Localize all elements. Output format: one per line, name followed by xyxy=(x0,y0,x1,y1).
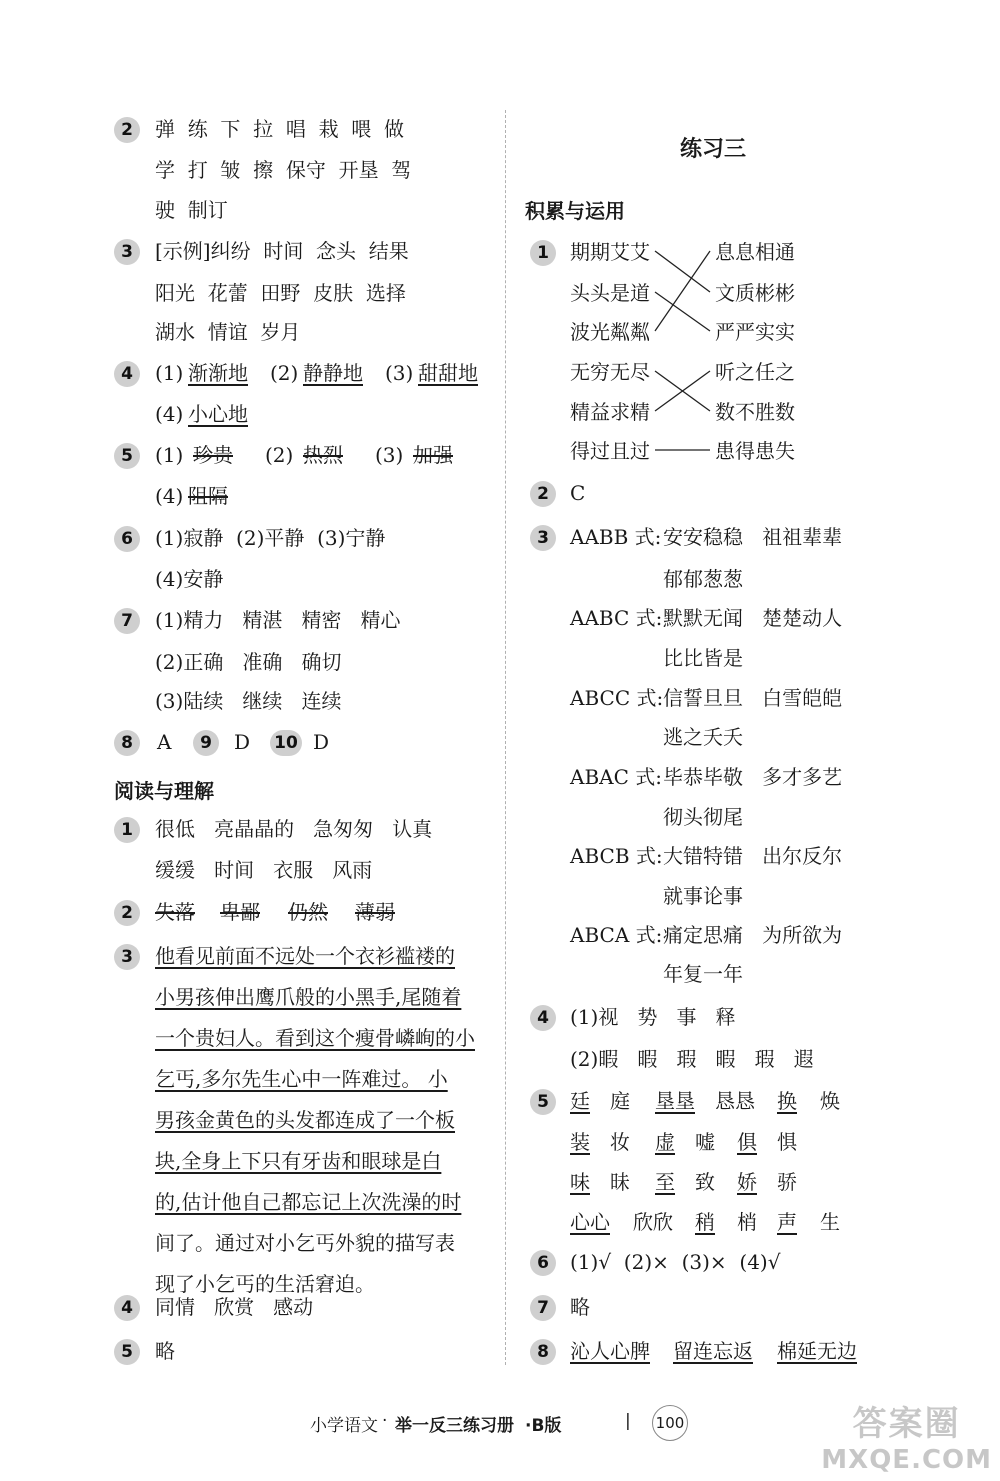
footer-subject: 小学语文 xyxy=(310,1416,378,1436)
question-number-badge: 1 xyxy=(114,817,140,843)
section-title: 积累与运用 xyxy=(525,199,625,223)
answer-line: (1)√ (2)× (3)× (4)√ xyxy=(570,1250,781,1274)
answer-line: 很低 亮晶晶的 急匆匆 认真 xyxy=(155,817,433,841)
question-number-badge: 7 xyxy=(530,1295,556,1321)
match-left-item: 期期艾艾 xyxy=(570,240,650,264)
sub-question-label: (4) xyxy=(155,402,184,426)
question-number-badge: 4 xyxy=(530,1005,556,1031)
section-title: 阅读与理解 xyxy=(114,779,214,803)
question-number-badge: 3 xyxy=(114,239,140,265)
match-right-item: 息息相通 xyxy=(715,240,795,264)
sub-question-label: (3) xyxy=(385,361,414,385)
answer-word: 庭 xyxy=(610,1089,630,1113)
answer-line: (1)精力 精湛 精密 精心 xyxy=(155,608,401,632)
answer-word: 装 xyxy=(570,1130,590,1154)
answer-word: 珍贵 xyxy=(193,443,233,467)
answer-word: D xyxy=(313,730,330,754)
answer-line: 驶 制订 xyxy=(155,198,228,222)
answer-word: 惧 xyxy=(777,1130,797,1154)
answer-line: 痛定思痛 为所欲为 xyxy=(663,923,843,947)
match-left-item: 精益求精 xyxy=(570,400,650,424)
answer-line: 缓缓 时间 衣服 风雨 xyxy=(155,858,373,882)
answer-line: (2)暇 暇 瑕 暇 瑕 遐 xyxy=(570,1047,814,1071)
question-number-badge: 5 xyxy=(530,1089,556,1115)
answer-line: 他看见前面不远处一个衣衫褴褛的 xyxy=(155,944,455,968)
answer-line: 同情 欣赏 感动 xyxy=(155,1295,314,1319)
match-left-item: 无穷无尽 xyxy=(570,360,650,384)
question-number-badge: 7 xyxy=(114,608,140,634)
match-left-item: 波光粼粼 xyxy=(570,320,650,344)
answer-word: 昧 xyxy=(610,1170,630,1194)
answer-word: 心心 xyxy=(570,1210,610,1234)
answer-line: 湖水 情谊 岁月 xyxy=(155,320,301,344)
question-number-badge: 3 xyxy=(114,944,140,970)
watermark xyxy=(821,1396,992,1475)
answer-line: (3)陆续 继续 连续 xyxy=(155,689,342,713)
answer-line: 略 xyxy=(570,1295,590,1319)
sub-question-label: (1) xyxy=(155,443,184,467)
answer-line: 的,估计他自己都忘记上次洗澡的时 xyxy=(155,1190,462,1214)
footer-dot: · xyxy=(382,1411,388,1431)
answer-word: 留连忘返 xyxy=(673,1339,753,1363)
answer-word: 热烈 xyxy=(303,443,343,467)
footer-edition: ·B版 xyxy=(525,1416,562,1436)
exercise-title: 练习三 xyxy=(680,137,747,162)
question-number-badge: 3 xyxy=(530,525,556,551)
answer-word: 娇 xyxy=(737,1170,757,1194)
answer-word: 廷 xyxy=(570,1089,590,1113)
answer-line: 男孩金黄色的头发都连成了一个板 xyxy=(155,1108,455,1132)
answer-word: 甜甜地 xyxy=(418,361,478,385)
answer-word: 加强 xyxy=(413,443,453,467)
answer-line: 毕恭毕敬 多才多艺 xyxy=(663,765,843,789)
column-divider xyxy=(505,110,506,1365)
watermark-logo: 答案圈 xyxy=(852,1404,961,1444)
match-right-item: 严严实实 xyxy=(715,320,795,344)
answer-word: 仍然 xyxy=(288,900,328,924)
question-number-badge: 9 xyxy=(193,730,219,756)
match-right-item: 患得患失 xyxy=(715,439,795,463)
answer-line: 默默无闻 楚楚动人 xyxy=(663,606,843,630)
question-number-badge: 10 xyxy=(270,730,302,756)
question-number-badge: 1 xyxy=(530,240,556,266)
answer-word: 失落 xyxy=(155,900,195,924)
answer-line: 间了。通过对小乞丐外貌的描写表 xyxy=(155,1231,455,1255)
answer-line: 一个贵妇人。看到这个瘦骨嶙峋的小 xyxy=(155,1026,475,1050)
answer-line: 小男孩伸出鹰爪般的小黑手,尾随着 xyxy=(155,985,462,1009)
answer-word: 梢 xyxy=(737,1210,757,1234)
answer-line: 乞丐,多尔先生心中一阵难过。 小 xyxy=(155,1067,448,1091)
answer-line: 大错特错 出尔反尔 xyxy=(663,844,843,868)
question-number-badge: 6 xyxy=(530,1250,556,1276)
answer-line: 郁郁葱葱 xyxy=(663,567,743,591)
question-number-badge: 2 xyxy=(114,117,140,143)
question-number-badge: 4 xyxy=(114,361,140,387)
sub-question-label: (3) xyxy=(375,443,404,467)
answer-word: 恳恳 xyxy=(715,1089,755,1113)
pattern-label: ABCA 式: xyxy=(570,923,663,947)
answer-line: (2)正确 准确 确切 xyxy=(155,650,342,674)
sub-question-label: (1) xyxy=(155,361,184,385)
match-right-item: 数不胜数 xyxy=(715,400,795,424)
match-line xyxy=(655,292,710,331)
answer-word: 骄 xyxy=(777,1170,797,1194)
answer-word: 棉延无边 xyxy=(777,1339,857,1363)
answer-word: 渐渐地 xyxy=(188,361,248,385)
answer-word: 换 xyxy=(777,1089,797,1113)
answer-line: 弹 练 下 拉 唱 栽 喂 做 xyxy=(155,117,405,141)
match-left-item: 头头是道 xyxy=(570,281,650,305)
answer-word: 妆 xyxy=(610,1130,630,1154)
answer-line: 略 xyxy=(155,1339,175,1363)
match-right-item: 听之任之 xyxy=(715,360,795,384)
match-left-item: 得过且过 xyxy=(570,439,650,463)
question-number-badge: 2 xyxy=(530,481,556,507)
answer-line: [示例]纠纷 时间 念头 结果 xyxy=(155,239,409,263)
answer-word: 垦垦 xyxy=(655,1089,695,1113)
answer-word: 小心地 xyxy=(188,402,248,426)
answer-word: A xyxy=(157,730,172,754)
answer-word: 静静地 xyxy=(303,361,363,385)
pattern-label: ABCB 式: xyxy=(570,844,663,868)
question-number-badge: 8 xyxy=(530,1339,556,1365)
sub-question-label: (2) xyxy=(270,361,299,385)
page-number: 100 xyxy=(652,1405,688,1441)
answer-line: 块,全身上下只有牙齿和眼球是白 xyxy=(155,1149,442,1173)
pattern-label: ABCC 式: xyxy=(570,686,664,710)
answer-word: 阻隔 xyxy=(188,484,228,508)
answer-word: 生 xyxy=(820,1210,840,1234)
answer-word: 沁人心脾 xyxy=(570,1339,650,1363)
question-number-badge: 4 xyxy=(114,1295,140,1321)
answer-word: C xyxy=(570,481,586,505)
answer-line: 逃之夭夭 xyxy=(663,725,743,749)
answer-word: 焕 xyxy=(820,1089,840,1113)
answer-line: 比比皆是 xyxy=(663,646,743,670)
answer-word: 味 xyxy=(570,1170,590,1194)
question-number-badge: 5 xyxy=(114,1339,140,1365)
pattern-label: AABB 式: xyxy=(570,525,662,549)
pattern-label: ABAC 式: xyxy=(570,765,662,789)
question-number-badge: 6 xyxy=(114,526,140,552)
answer-word: 卑鄙 xyxy=(220,900,260,924)
answer-line: 彻头彻尾 xyxy=(663,805,743,829)
answer-word: 声 xyxy=(777,1210,797,1234)
footer-book-title: 举一反三练习册 xyxy=(395,1416,514,1436)
answer-line: 现了小乞丐的生活窘迫。 xyxy=(155,1272,375,1296)
answer-line: 安安稳稳 祖祖辈辈 xyxy=(663,525,843,549)
answer-line: 信誓旦旦 白雪皑皑 xyxy=(663,686,843,710)
question-number-badge: 5 xyxy=(114,443,140,469)
answer-line: 阳光 花蕾 田野 皮肤 选择 xyxy=(155,281,406,305)
answer-line: 学 打 皱 擦 保守 开垦 驾 xyxy=(155,158,412,182)
answer-line: 就事论事 xyxy=(663,884,743,908)
match-line xyxy=(655,251,710,331)
answer-word: 薄弱 xyxy=(355,900,395,924)
match-line xyxy=(655,251,710,292)
answer-line: (1)视 势 事 释 xyxy=(570,1005,736,1029)
answer-word: 致 xyxy=(695,1170,715,1194)
answer-line: 年复一年 xyxy=(663,962,743,986)
watermark-url: MXQE.COM xyxy=(821,1445,992,1475)
answer-word: 稍 xyxy=(695,1210,715,1234)
match-right-item: 文质彬彬 xyxy=(715,281,795,305)
page-footer xyxy=(300,1405,700,1441)
answer-word: 虚 xyxy=(655,1130,675,1154)
answer-word: D xyxy=(234,730,251,754)
answer-line: (1)寂静 (2)平静 (3)宁静 xyxy=(155,526,386,550)
answer-word: 嘘 xyxy=(695,1130,715,1154)
pattern-label: AABC 式: xyxy=(570,606,663,630)
answer-line: (4)安静 xyxy=(155,567,224,591)
question-number-badge: 2 xyxy=(114,900,140,926)
question-number-badge: 8 xyxy=(114,730,140,756)
sub-question-label: (2) xyxy=(265,443,294,467)
answer-word: 欣欣 xyxy=(633,1210,673,1234)
sub-question-label: (4) xyxy=(155,484,184,508)
answer-word: 俱 xyxy=(737,1130,757,1154)
answer-word: 至 xyxy=(655,1170,675,1194)
footer-separator: | xyxy=(625,1411,631,1431)
